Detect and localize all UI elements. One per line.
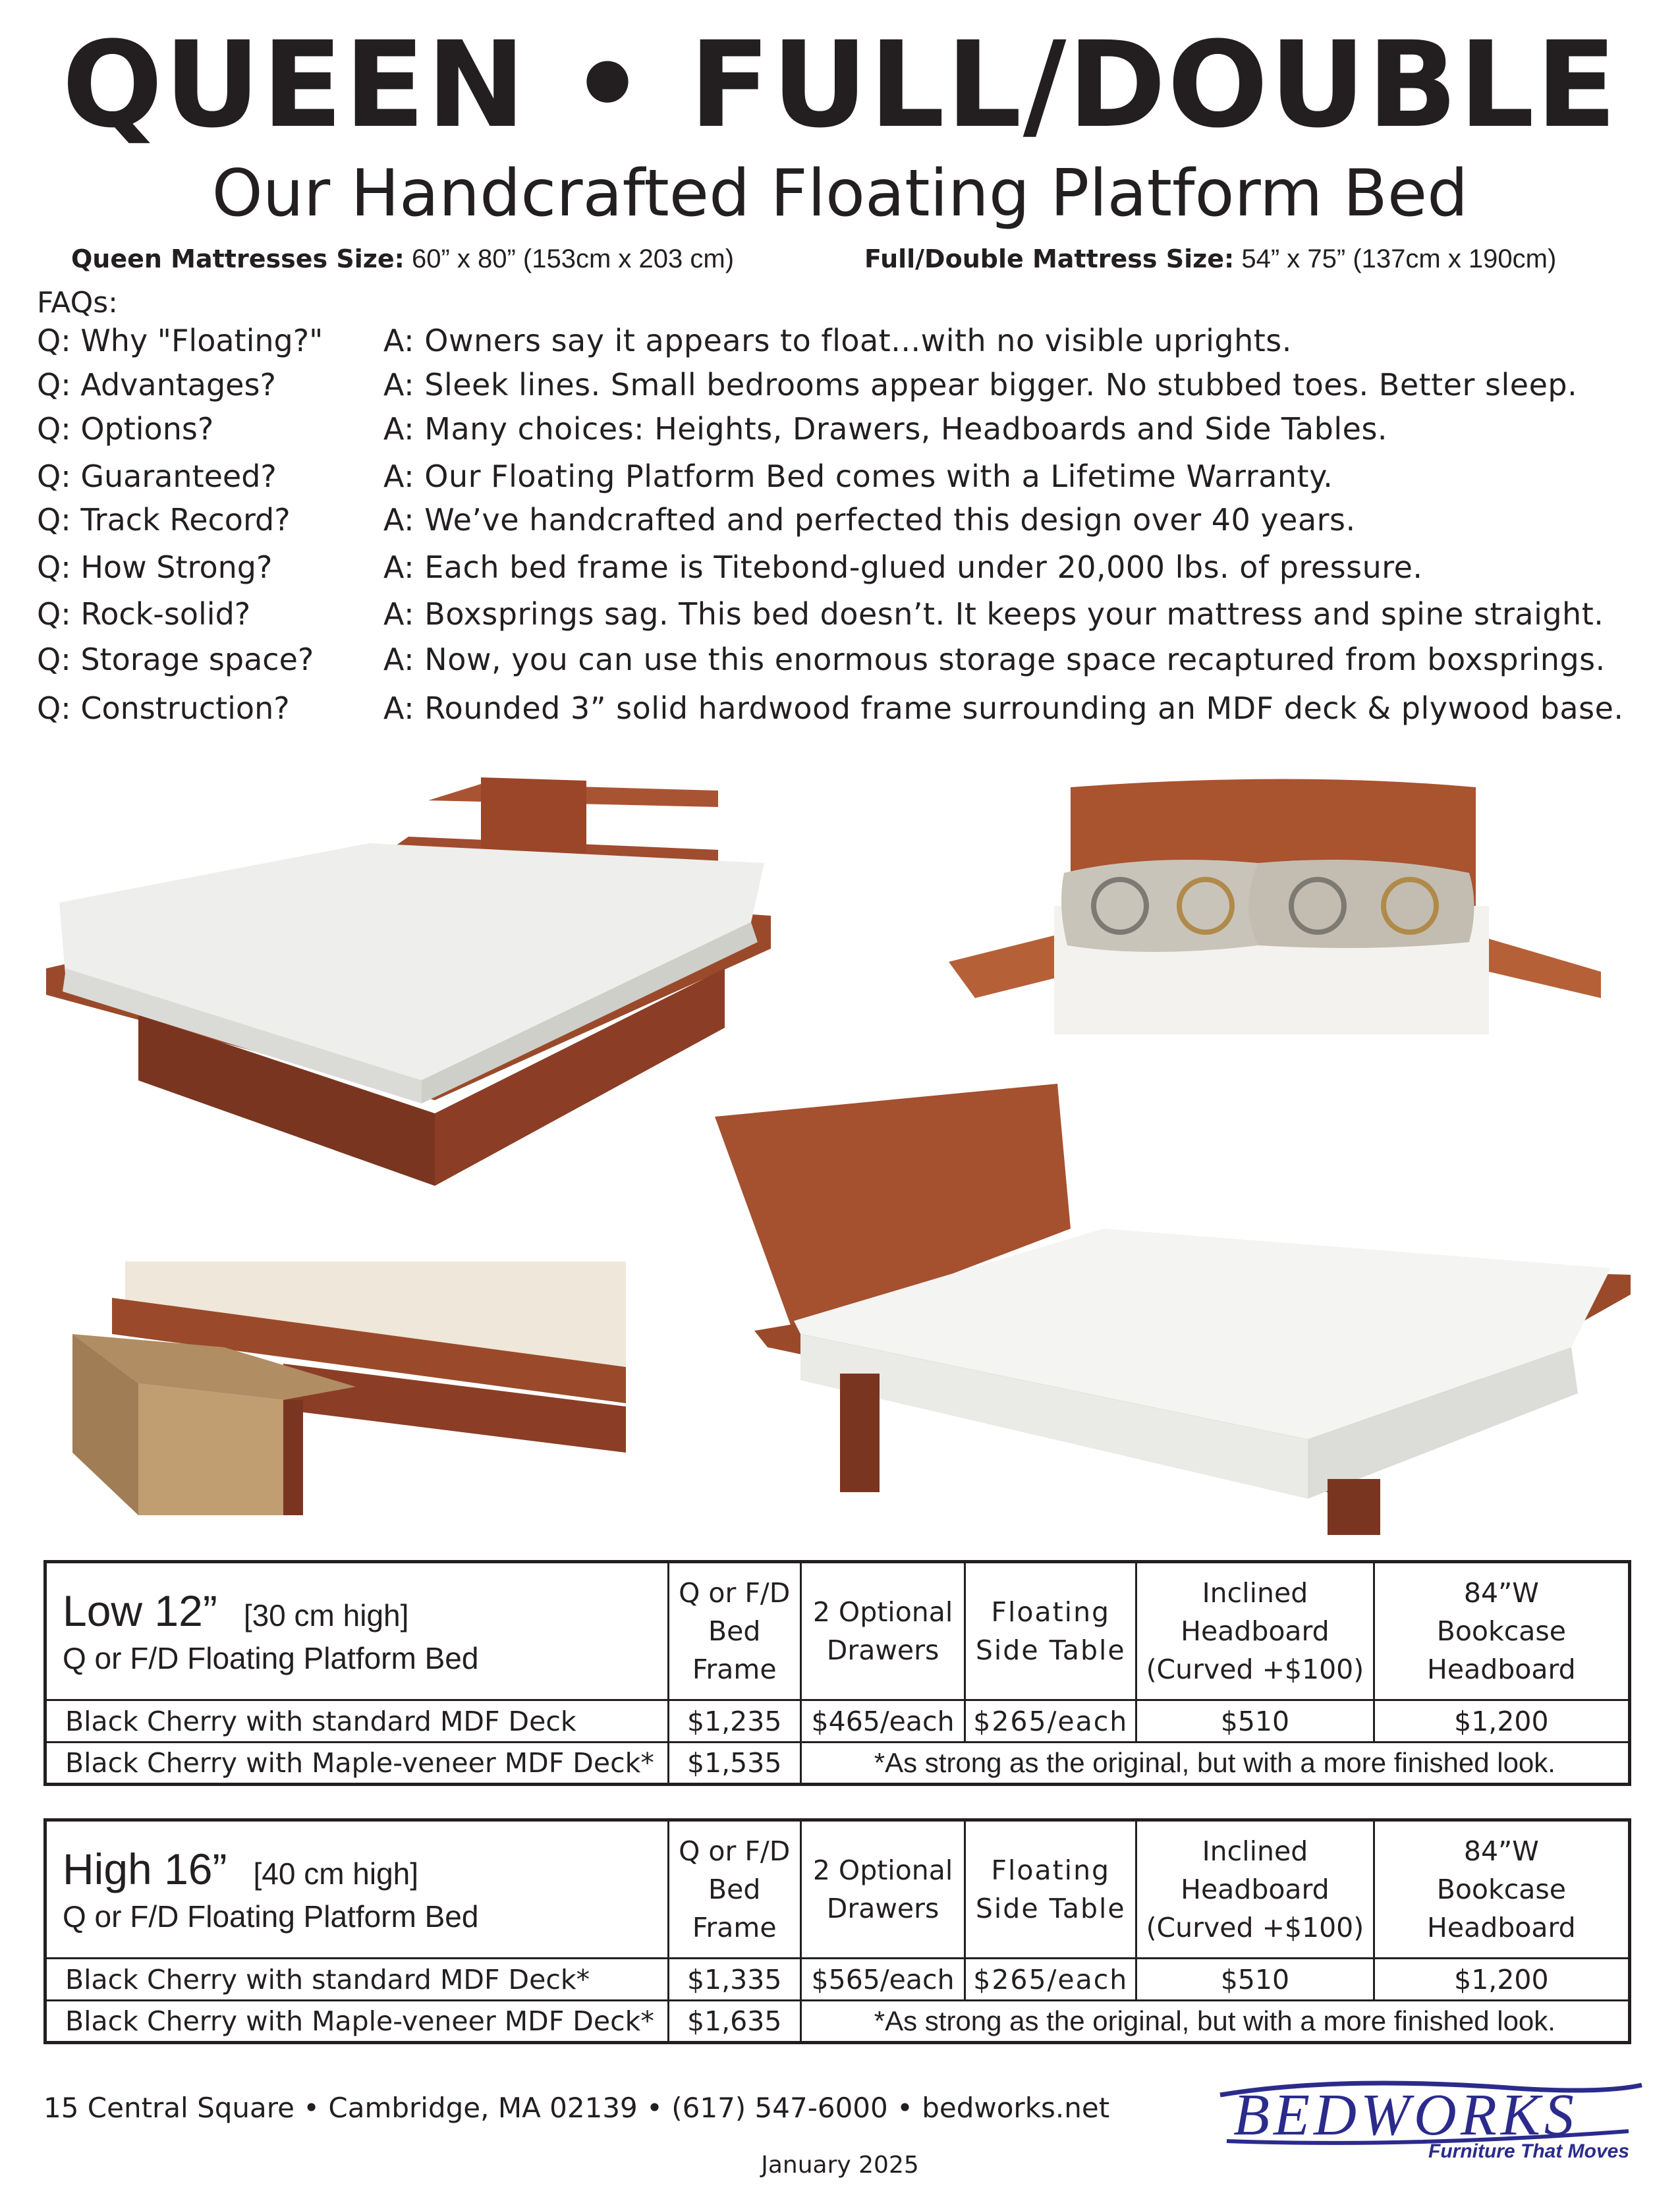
drawer-open-photo	[66, 1248, 626, 1515]
table-subtitle: Q or F/D Floating Platform Bed	[63, 1899, 479, 1934]
full-size-line	[864, 242, 1556, 275]
faq-answer: A: We’ve handcrafted and perfected this design over 40 years.	[383, 502, 1356, 538]
header-inclined-headboard: Inclined Headboard (Curved +$100)	[1136, 1820, 1374, 1959]
queen-size-label: Queen Mattresses Size:	[71, 244, 405, 273]
queen-size-line	[71, 242, 734, 275]
inclined-headboard-photo	[702, 1071, 1637, 1538]
footer-address: 15 Central Square • Cambridge, MA 02139 • (617) 547-6000 • bedworks.net	[43, 2092, 1110, 2124]
header-bookcase-headboard: 84”W Bookcase Headboard	[1374, 1562, 1629, 1700]
table-row	[45, 1700, 1630, 1743]
header-bookcase-headboard: 84”W Bookcase Headboard	[1374, 1820, 1629, 1959]
faq-answer: A: Now, you can use this enormous storage space recaptured from boxsprings.	[383, 642, 1606, 677]
table-title-cell	[45, 1820, 669, 1959]
row-label: Black Cherry with Maple-veneer MDF Deck*	[45, 2001, 669, 2043]
queen-size-value: 60” x 80” (153cm x 203 cm)	[411, 244, 735, 273]
faq-answer: A: Our Floating Platform Bed comes with a Lifetime Warranty.	[383, 459, 1333, 494]
faq-answer: A: Many choices: Heights, Drawers, Headboards and Side Tables.	[383, 411, 1388, 447]
price-table-low	[43, 1560, 1631, 1786]
faq-question: Q: Construction?	[37, 690, 290, 726]
price-cell: $465/each	[800, 1700, 965, 1743]
bed-photo-drawers	[26, 771, 784, 1199]
full-size-value: 54” x 75” (137cm x 190cm)	[1241, 244, 1557, 273]
header-bed-frame: Q or F/D Bed Frame	[668, 1820, 800, 1959]
table-row	[45, 1959, 1630, 2001]
faq-answer: A: Owners say it appears to float...with no visible uprights.	[383, 323, 1292, 358]
table-name: Low 12”	[63, 1586, 217, 1635]
header-bed-frame: Q or F/D Bed Frame	[668, 1562, 800, 1700]
header-inclined-headboard: Inclined Headboard (Curved +$100)	[1136, 1562, 1374, 1700]
full-size-label: Full/Double Mattress Size:	[864, 244, 1235, 273]
table-footnote: *As strong as the original, but with a more finished look.	[800, 1743, 1629, 1785]
faq-question: Q: How Strong?	[37, 549, 273, 585]
price-cell: $1,235	[668, 1700, 800, 1743]
table-name-line	[47, 1845, 667, 1898]
header-drawers: 2 Optional Drawers	[800, 1820, 965, 1959]
faq-question: Q: Advantages?	[37, 367, 276, 403]
row-label: Black Cherry with standard MDF Deck*	[45, 1959, 669, 2001]
header-side-table: Floating Side Table	[965, 1820, 1136, 1959]
price-cell: $1,200	[1374, 1959, 1629, 2001]
logo-tagline: Furniture That Moves	[1428, 2140, 1630, 2162]
table-subtitle: Q or F/D Floating Platform Bed	[63, 1640, 479, 1675]
table-row	[45, 1743, 1630, 1785]
row-label: Black Cherry with Maple-veneer MDF Deck*	[45, 1743, 669, 1785]
logo-text: BEDWORKS	[1233, 2082, 1578, 2148]
price-cell: $1,635	[668, 2001, 800, 2043]
faq-answer: A: Each bed frame is Titebond-glued under 20,000 lbs. of pressure.	[383, 549, 1423, 585]
table-footnote: *As strong as the original, but with a more finished look.	[800, 2001, 1629, 2043]
headboard-pillows-photo	[949, 774, 1614, 1034]
price-cell: $265/each	[965, 1700, 1136, 1743]
faq-question: Q: Track Record?	[37, 502, 291, 538]
faq-question: Q: Storage space?	[37, 642, 314, 677]
faq-answer: A: Rounded 3” solid hardwood frame surrounding an MDF deck & plywood base.	[383, 690, 1624, 726]
table-row	[45, 2001, 1630, 2043]
table-title-cell	[45, 1562, 669, 1700]
price-cell: $1,335	[668, 1959, 800, 2001]
table-name: High 16”	[63, 1844, 227, 1893]
price-table-high	[43, 1818, 1631, 2044]
table-name-line	[47, 1586, 667, 1640]
row-label: Black Cherry with standard MDF Deck	[45, 1700, 669, 1743]
price-cell: $510	[1136, 1959, 1374, 2001]
header-drawers: 2 Optional Drawers	[800, 1562, 965, 1700]
price-cell: $510	[1136, 1700, 1374, 1743]
page-subtitle: Our Handcrafted Floating Platform Bed	[211, 156, 1469, 231]
price-cell: $565/each	[800, 1959, 965, 2001]
price-cell: $1,535	[668, 1743, 800, 1785]
faq-question: Q: Guaranteed?	[37, 459, 277, 494]
price-cell: $1,200	[1374, 1700, 1629, 1743]
faq-question: Q: Why "Floating?"	[37, 323, 323, 358]
faq-answer: A: Sleek lines. Small bedrooms appear bigger. No stubbed toes. Better sleep.	[383, 367, 1578, 403]
page-title: QUEEN • FULL/DOUBLE	[62, 16, 1618, 154]
footer-date: January 2025	[761, 2152, 919, 2179]
price-cell: $265/each	[965, 1959, 1136, 2001]
table-height-cm: [40 cm high]	[253, 1856, 419, 1891]
faq-question: Q: Options?	[37, 411, 214, 447]
table-height-cm: [30 cm high]	[243, 1598, 409, 1632]
header-side-table: Floating Side Table	[965, 1562, 1136, 1700]
faq-question: Q: Rock-solid?	[37, 596, 251, 632]
faq-label: FAQs:	[37, 286, 118, 320]
faq-answer: A: Boxsprings sag. This bed doesn’t. It keeps your mattress and spine straight.	[383, 596, 1604, 632]
